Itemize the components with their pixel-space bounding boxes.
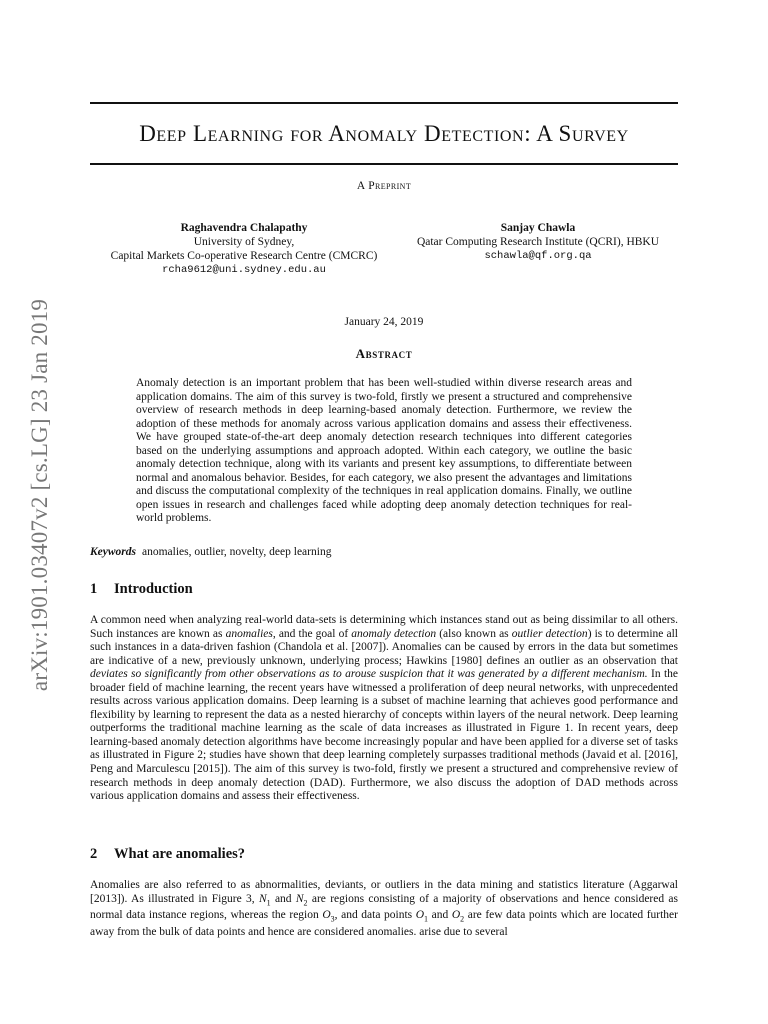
text-run: and (270, 892, 296, 905)
author-name: Raghavendra Chalapathy (180, 222, 308, 234)
abstract-heading: Abstract (355, 346, 413, 361)
math-symbol: O (322, 909, 331, 922)
math-symbol: N (258, 892, 267, 905)
keywords-list: anomalies, outlier, novelty, deep learning (142, 546, 332, 558)
text-run: and (428, 909, 452, 922)
anomalies-paragraph (90, 879, 678, 940)
text-run: are regions consisting of a majority of observations and hence considered as normal data instance regions, whereas the region (90, 892, 678, 922)
math-symbol: N (295, 892, 304, 905)
keywords-line (90, 546, 678, 558)
introduction-paragraph (90, 614, 678, 804)
math-subscript: 3 (330, 914, 335, 924)
author-email: rcha9612@uni.sydney.edu.au (162, 264, 326, 276)
section-title: What are anomalies? (114, 846, 246, 862)
author-email: schawla@qf.org.qa (484, 250, 592, 262)
emphasis-run: anomalies (225, 627, 273, 640)
section-heading-what-are-anomalies (90, 846, 245, 863)
author-name: Sanjay Chawla (500, 222, 576, 234)
text-run: ) is to determine all such instances in a data-driven fashion (Chandola et al. [2007]). Anomalies can be caused by errors in the data but sometimes are indicative of a new, previously unknown, underlying process; Hawkins [1980] defines an outlier as an observation that (90, 627, 678, 667)
text-run: (also known as (436, 627, 512, 640)
arxiv-side-stamp: arXiv:1901.03407v2 [cs.LG] 23 Jan 2019 (27, 298, 52, 692)
text-run: In the broader field of machine learning, the recent years have witnessed a proliferation of deep neural networks, with unprecedented results across various application domains. Deep learning is a subset of machine learning that achieves good performance and flexibility by learning to represent the data as a nested hierarchy of concepts within layers of the neural network. Deep learning outperforms the traditional machine learning as the scale of data increases as illustrated in Figure 1. In recent years, deep learning-based anomaly detection algorithms have become increasingly popular and have been applied for a diverse set of tasks as illustrated in Figure 2; studies have shown that deep learning completely surpasses traditional methods (Javaid et al. [2016], Peng and Marculescu [2015]). The aim of this survey is two-fold, firstly we present a structured and comprehensive review of research methods in deep anomaly detection (DAD). Furthermore, we also discuss the adoption of DAD methods across various application domains and assess their effectiveness. (90, 668, 678, 803)
math-subscript: 1 (266, 897, 271, 907)
emphasis-run: outlier detection (511, 627, 588, 640)
author-block-2 (400, 221, 676, 263)
title-bottom-rule (90, 163, 678, 165)
math-subscript: 1 (424, 914, 429, 924)
author-affiliation: Qatar Computing Research Institute (QCRI), HBKU (416, 236, 660, 248)
math-subscript: 2 (460, 914, 465, 924)
section-number: 2 (90, 846, 98, 862)
author-affiliation: University of Sydney, (193, 236, 295, 248)
author-block-1 (94, 221, 394, 277)
emphasis-run: deviates so significantly from other observations as to arouse suspicion that it was generated by a different mechanism. (90, 668, 648, 681)
section-heading-introduction (90, 581, 193, 598)
text-run: , and data points (334, 909, 416, 922)
text-run: A common need when analyzing real-world data-sets is determining which instances stand out as being dissimilar to all others. Such instances are known as (90, 614, 678, 640)
section-number: 1 (90, 581, 98, 597)
text-run: Anomalies are also referred to as abnormalities, deviants, or outliers in the data mining and statistics literature (Aggarwal [2013]). As illustrated in Figure 3, (90, 879, 678, 905)
author-affiliation: Capital Markets Co-operative Research Centre (CMCRC) (110, 250, 378, 262)
abstract-text: Anomaly detection is an important problem that has been well-studied within diverse research areas and application domains. The aim of this survey is two-fold, firstly we present a structured and comprehensive overview of research methods in deep learning-based anomaly detection. Furthermore, we review the adoption of these methods for anomaly across various application domains and assess their effectiveness. We have grouped state-of-the-art deep anomaly detection research techniques into different categories based on the underlying assumptions and approach adopted. Within each category, we outline the basic anomaly detection technique, along with its variants and present key assumptions, to differentiate between normal and anomalous behavior. Besides, for each category, we also present the advantages and limitations and discuss the computational complexity of the techniques in real application domains. Finally, we outline open issues in research and challenges faced while adopting deep anomaly detection techniques for real-world problems. (136, 377, 632, 525)
title-top-rule (90, 102, 678, 104)
math-subscript: 2 (303, 897, 308, 907)
paper-title: Deep Learning for Anomaly Detection: A Survey (139, 121, 629, 146)
text-run: , and the goal of (272, 627, 352, 640)
publication-date: January 24, 2019 (344, 316, 424, 328)
section-title: Introduction (114, 581, 193, 597)
keywords-label: Keywords (90, 546, 136, 558)
preprint-label: A Preprint (356, 180, 412, 192)
math-symbol: O (415, 909, 425, 922)
text-run: are few data points which are located further away from the bulk of data points and hence are considered anomalies. arise due to several (90, 909, 678, 939)
math-symbol: O (451, 909, 461, 922)
emphasis-run: anomaly detection (351, 627, 437, 640)
